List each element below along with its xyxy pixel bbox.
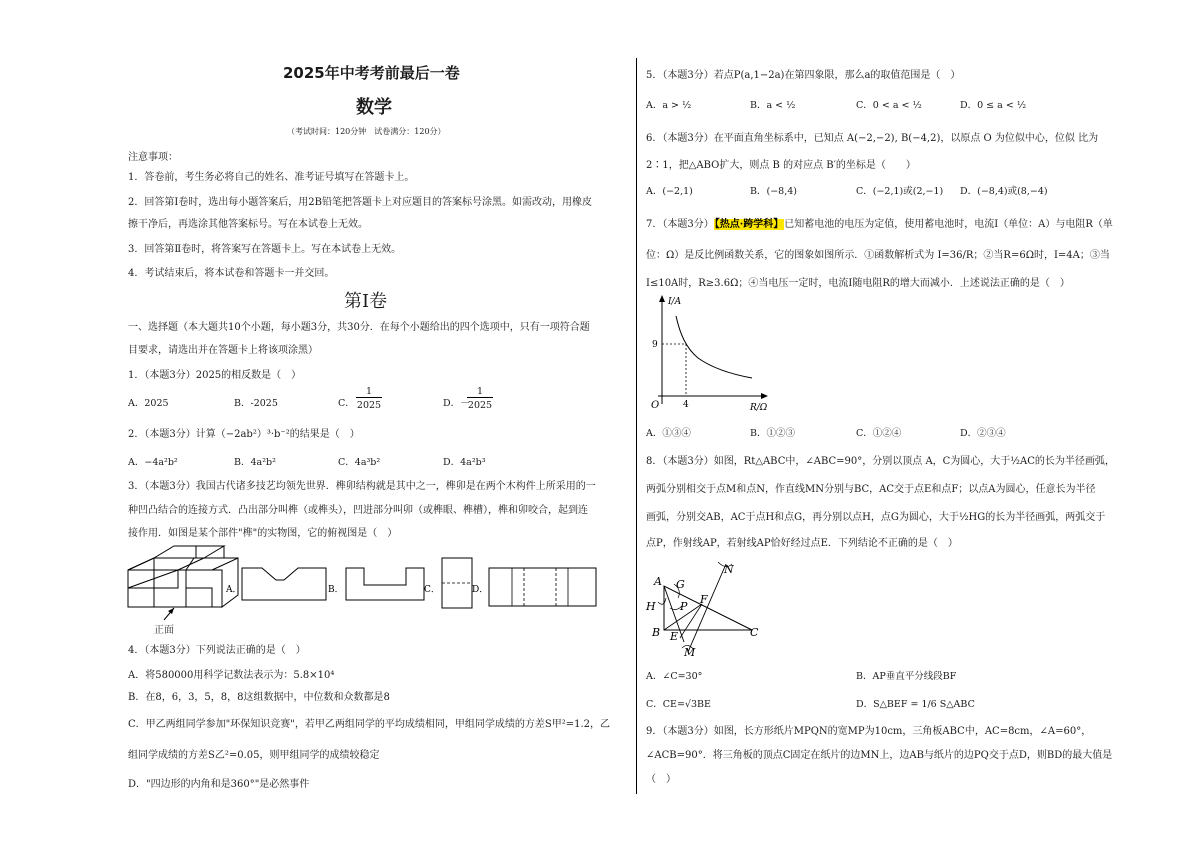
q8-stem: 8．（本题3分）如图，Rt△ABC中，∠ABC=90°，分别以顶点 A，C为圆心，大于½AC的长为半径画弧， [646,456,1115,467]
q5-option-a: A．a > ½ [646,100,692,111]
page-title: 2025年中考考前最后一卷 [283,64,460,82]
q9-stem: ∠ACB=90°．将三角板的顶点C固定在纸片的边MN上，边AB与纸片的边PQ交于点D，则BD的最大值是 [646,750,1113,761]
q6-option-c: C．(−2,1)或(2,−1) [856,186,944,197]
label-m: M [684,646,696,658]
q9-stem: （ ） [646,774,676,785]
q3-opt-c-label: C． [424,585,440,595]
q8-option-b: B．AP垂直平分线段BF [856,671,957,682]
label-f: F [700,593,708,606]
x-tick-label: 4 [683,400,689,410]
label-a: A [654,575,662,588]
q2-option-c: C．4a³b² [338,457,381,468]
q2-option-d: D．4a²b³ [443,457,486,468]
q8-stem: 画弧，分别交AB，AC于点H和点G，再分别以点H，点G为圆心，大于½HG的长为半径画弧，两弧交于 [646,512,1106,523]
q3-option-a-shape [242,568,326,600]
q3-opt-d-label: D． [472,585,489,595]
front-arrow-head [168,608,174,614]
label-n: N [724,563,734,576]
q1-option-c-num: 1 [356,386,382,398]
q1-option-d-label: D．－ [443,398,470,409]
q7-stem [646,215,1113,230]
q4-option-c: 组同学成绩的方差S乙²=0.05，则甲组同学的成绩较稳定 [128,750,380,761]
q7-stem: 位：Ω）是反比例函数关系，它的图象如图所示．①函数解析式为 I=36/R；②当R=6Ω时，I=4A；③当 [646,250,1110,261]
line-mn [688,564,726,652]
y-axis-label: I/A [668,297,682,307]
label-g: G [676,578,685,591]
q7-stem-text: 已知蓄电池的电压为定值，使用蓄电池时，电流I（单位：A）与电阻R（单 [784,219,1113,230]
q8-stem: 点P，作射线AP，若射线AP恰好经过点E．下列结论不正确的是（ ） [646,538,958,549]
q4-option-d: D．"四边形的内角和是360°"是必然事件 [128,779,310,790]
origin-label: O [651,400,660,411]
q8-geometry-figure [644,558,774,658]
q7-option-d: D．②③④ [960,428,1006,439]
q5-option-d: D．0 ≤ a < ½ [960,100,1027,111]
section-intro: 一、选择题（本大题共10个小题，每小题3分，共30分．在每个小题给出的四个选项中，只有一项符合题 [128,322,590,333]
note-item: 擦干净后，再选涂其他答案标号。写在本试卷上无效。 [128,219,368,230]
q8-option-d: D．S△BEF = 1/6 S△ABC [856,699,975,710]
q1-option-a: A．2025 [128,398,169,409]
q3-stem: 接作用．如图是某个部件"榫"的实物图，它的俯视图是（ ） [128,528,398,539]
x-axis-label: R/Ω [750,403,768,413]
q9-stem: 9．（本题3分）如图，长方形纸片MPQN的宽MP为10cm，三角板ABC中，AC=8cm，∠A=60°， [646,726,1092,737]
label-b: B [652,626,661,639]
q3-opt-b-label: B． [328,585,344,595]
q4-stem: 4．（本题3分）下列说法正确的是（ ） [128,645,306,656]
q3-figures [126,540,626,640]
q3-option-d-shape [489,568,596,606]
q8-option-a: A．∠C=30° [646,671,703,682]
section-intro: 目要求，请选出并在答题卡上将该项涂黑） [128,345,318,356]
q8-stem: 两弧分别相交于点M和点N，作直线MN分别与BC，AC交于点E和点F；以点A为圆心，任意长为半径 [646,484,1096,495]
q6-option-b: B．(−8,4) [750,186,797,197]
label-e: E [670,630,679,643]
q3-stem: 种凹凸结合的连接方式．凸出部分叫榫（或榫头），凹进部分叫卯（或榫眼、榫槽），榫和卯咬合，起到连 [128,505,588,516]
column-divider [636,58,637,794]
q1-option-c-label: C． [338,398,355,409]
q3-opt-a-label: A． [226,585,242,595]
note-item: 4．考试结束后，将本试卷和答题卡一并交回。 [128,268,335,279]
q3-stem: 3．（本题3分）我国古代诸多技艺均领先世界．榫卯结构就是其中之一，榫卯是在两个木构件上所采用的一 [128,481,596,492]
q7-hot-tag: 【热点·跨学科】 [714,219,784,230]
q7-option-c: C．①②④ [856,428,902,439]
q4-option-c: C．甲乙两组同学参加"环保知识竞赛"，若甲乙两组同学的平均成绩相同，甲组同学成绩的方差S甲²=1.2，乙 [128,719,610,730]
label-c: C [750,626,759,639]
q5-option-b: B．a < ½ [750,100,796,111]
q7-prefix: 7．（本题3分） [646,219,714,230]
q6-stem: 6．（本题3分）在平面直角坐标系中，已知点 A(−2,−2), B(−4,2)，以原点 O 为位似中心，位似 比为 [646,133,1099,144]
note-item: 3．回答第Ⅱ卷时，将答案写在答题卡上。写在本试卷上无效。 [128,244,402,255]
q2-option-b: B．4a²b² [234,457,276,468]
front-label: 正面 [154,625,174,636]
q1-option-d-den: 2025 [467,400,493,411]
q5-stem: 5．（本题3分）若点P(a,1−2a)在第四象限，那么a的取值范围是（ ） [646,70,961,81]
q7-option-a: A．①③④ [646,428,691,439]
note-item: 1．答卷前，考生务必将自己的姓名、准考证号填写在答题卡上。 [128,172,415,183]
q7-graph [646,292,776,414]
tenon-3d-figure [128,546,238,607]
q1-option-c-den: 2025 [356,400,382,411]
q7-option-b: B．①②③ [750,428,795,439]
note-item: 2．回答第Ⅰ卷时，选出每小题答案后，用2B铅笔把答题卡上对应题目的答案标号涂黑。如需改动，用橡皮 [128,197,593,208]
exam-info: （考试时间：120分钟 试卷满分：120分） [287,127,446,136]
q4-option-b: B．在8，6，3，5，8，8这组数据中，中位数和众数都是8 [128,692,390,703]
q1-option-b: B．-2025 [234,398,278,409]
q4-option-a: A．将580000用科学记数法表示为：5.8×10⁴ [128,670,335,681]
q6-stem: 2∶1，把△ABO扩大，则点 B 的对应点 B′的坐标是（ ） [646,160,916,171]
q7-stem: I≤10A时，R≥3.6Ω；④当电压一定时，电流I随电阻R的增大而减小．上述说法正确的是（ ） [646,278,1070,289]
q1-option-d-num: 1 [467,386,493,398]
q2-stem: 2．（本题3分）计算（−2ab²）³·b⁻²的结果是（ ） [128,429,360,440]
notes-heading: 注意事项： [128,152,178,163]
q1-stem: 1．（本题3分）2025的相反数是（ ） [128,370,302,381]
subject-title: 数学 [356,97,392,118]
q3-option-b-shape [346,568,424,600]
q8-option-c: C．CE=√3BE [646,699,711,710]
label-p: P [680,600,688,613]
inverse-curve [676,316,752,378]
q5-option-c: C．0 < a < ½ [856,100,922,111]
section-title: 第Ⅰ卷 [344,291,388,312]
label-h: H [646,600,656,613]
q6-option-d: D．(−8,4)或(8,−4) [960,186,1048,197]
q6-option-a: A．(−2,1) [646,186,693,197]
q2-option-a: A．−4a²b² [128,457,178,468]
y-tick-label: 9 [652,340,658,350]
